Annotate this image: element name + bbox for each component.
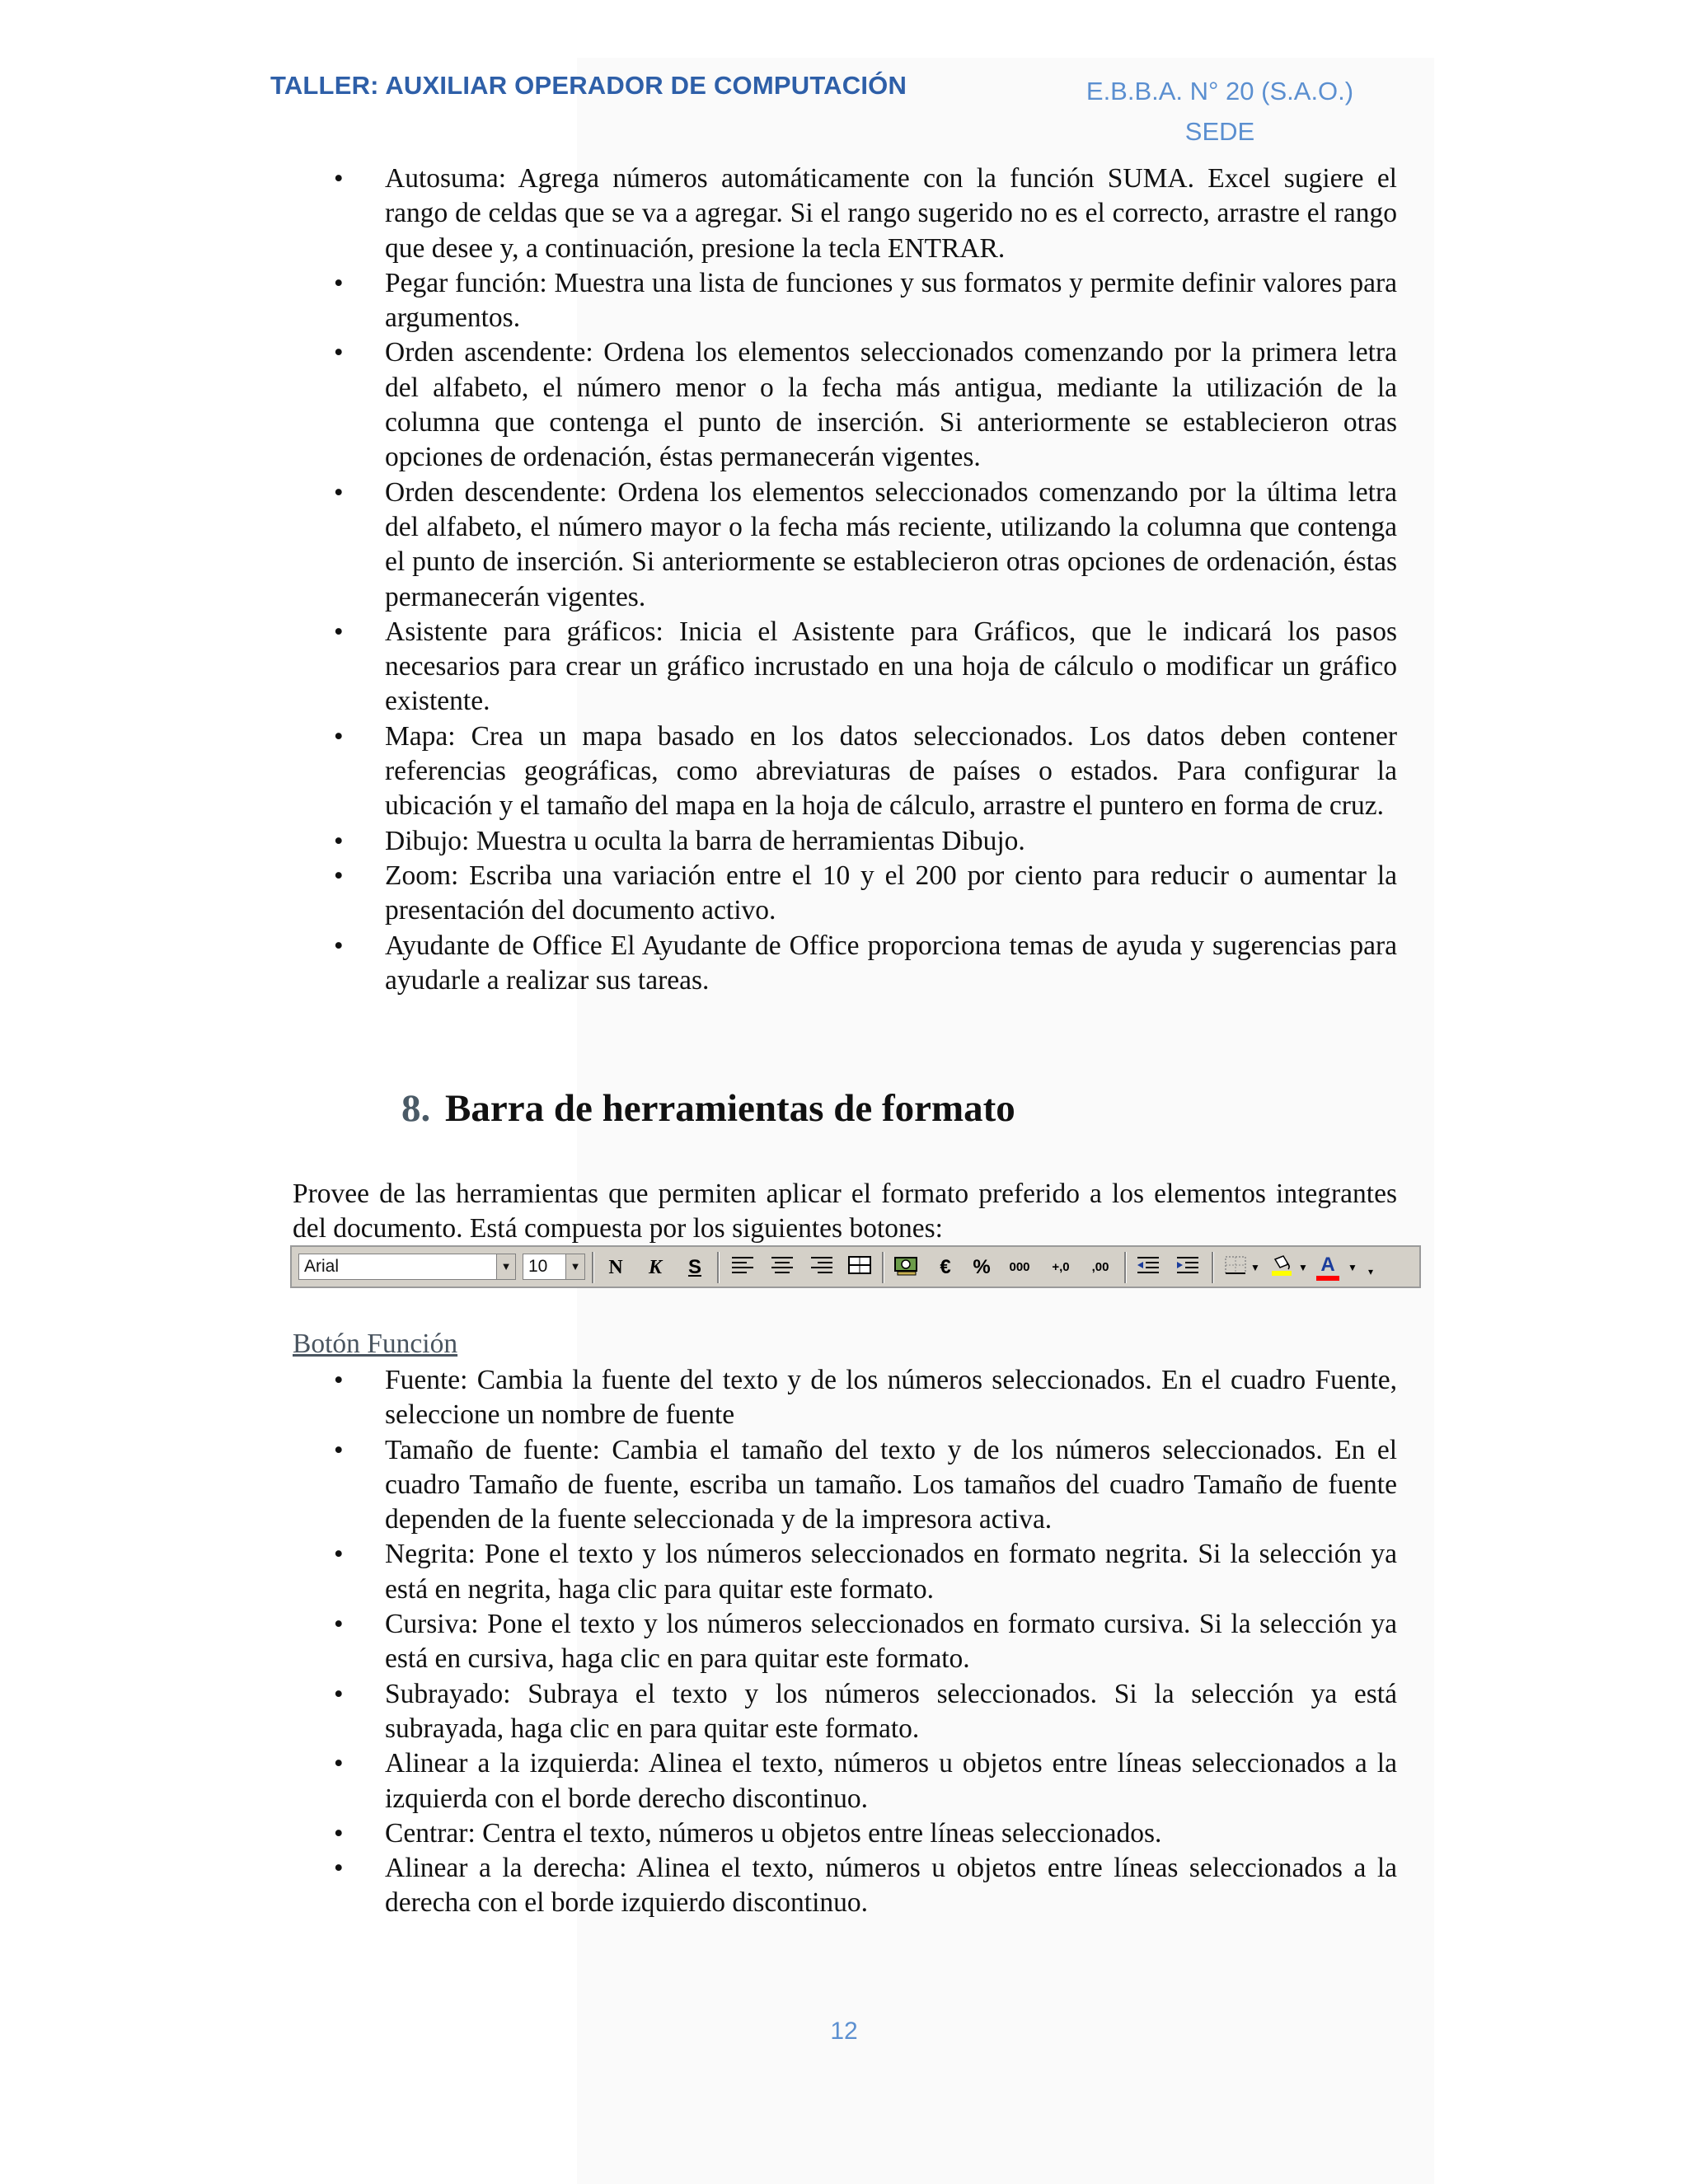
- boton-funcion-label: Botón Función: [293, 1329, 458, 1359]
- align-center-icon: [768, 1254, 796, 1281]
- decrease-indent-icon: [1134, 1254, 1162, 1281]
- merge-center-icon: [846, 1254, 874, 1281]
- list-item: • Ayudante de Office El Ayudante de Office proporciona temas de ayuda y sugerencias para ayudarle a realizar sus tareas.: [293, 929, 1397, 999]
- bottom-bullet-section: [293, 1363, 1397, 1921]
- font-color-glyph: A: [1320, 1254, 1335, 1276]
- list-item: • Orden ascendente: Ordena los elementos seleccionados comenzando por la primera letra del alfabeto, el número menor o la fecha más antigua, mediante la utilización de la columna que contenga el punto de inserción. Si anteriormente se establecieron otras opciones de ordenación, éstas permanecerán vigentes.: [293, 335, 1397, 475]
- page-header: [0, 66, 1688, 148]
- thousands-separator-icon: 000: [1009, 1260, 1030, 1274]
- currency-icon: [892, 1254, 920, 1281]
- header-course-title: TALLER: AUXILIAR OPERADOR DE COMPUTACIÓN: [270, 71, 907, 100]
- header-school: [1063, 71, 1376, 152]
- underline-icon: S: [687, 1256, 701, 1278]
- toolbar-options-icon: ▾: [1367, 1266, 1374, 1277]
- header-school-name: E.B.B.A. N° 20 (S.A.O.): [1085, 77, 1354, 105]
- list-item: • Subrayado: Subraya el texto y los números seleccionados. Si la selección ya está subrayada, haga clic en para quitar este formato.: [293, 1677, 1397, 1747]
- list-item: • Alinear a la derecha: Alinea el texto, números u objetos entre líneas seleccionados a la derecha con el borde izquierdo discontinuo.: [293, 1851, 1397, 1921]
- borders-icon: [1221, 1254, 1250, 1281]
- font-color-swatch: [1316, 1276, 1339, 1281]
- list-item: • Tamaño de fuente: Cambia el tamaño del texto y de los números seleccionados. En el cuadro Tamaño de fuente, escriba un tamaño. Los tamaños del cuadro Tamaño de fuente dependen de la fuente seleccionada y de la impresora activa.: [293, 1433, 1397, 1538]
- bold-icon: N: [608, 1257, 623, 1278]
- font-name-value: Arial: [304, 1257, 340, 1276]
- format-toolbar-image: [290, 1245, 1421, 1288]
- section-title: Barra de herramientas de formato: [445, 1087, 1015, 1130]
- chevron-down-icon: ▼: [565, 1254, 584, 1279]
- chevron-down-icon: ▼: [1348, 1262, 1357, 1273]
- align-right-icon: [808, 1254, 836, 1281]
- list-item: • Mapa: Crea un mapa basado en los datos seleccionados. Los datos deben contener referencias geográficas, como abreviaturas de países o estados. Para configurar la ubicación y el tamaño del mapa en la hoja de cálculo, arrastre el puntero en forma de cruz.: [293, 719, 1397, 824]
- list-item: • Dibujo: Muestra u oculta la barra de herramientas Dibujo.: [293, 824, 1397, 859]
- top-bullet-list: [293, 162, 1397, 998]
- section-number: 8.: [401, 1087, 431, 1130]
- chevron-down-icon: ▼: [1250, 1262, 1260, 1273]
- list-item: • Fuente: Cambia la fuente del texto y de los números seleccionados. En el cuadro Fuente, seleccione un nombre de fuente: [293, 1363, 1397, 1433]
- increase-decimal-icon: +,0: [1052, 1260, 1070, 1274]
- list-item: • Alinear a la izquierda: Alinea el texto, números u objetos entre líneas seleccionados a la izquierda con el borde derecho discontinuo.: [293, 1746, 1397, 1816]
- list-item: • Autosuma: Agrega números automáticamente con la función SUMA. Excel sugiere el rango de celdas que se va a agregar. Si el rango sugerido no es el correcto, arrastre el rango que desee y, a continuación, presione la tecla ENTRAR.: [293, 162, 1397, 266]
- italic-icon: K: [648, 1257, 662, 1278]
- euro-icon: €: [940, 1256, 951, 1278]
- font-size-value: 10: [528, 1257, 548, 1276]
- chevron-down-icon: ▼: [1298, 1262, 1308, 1273]
- bottom-bullet-list: [293, 1363, 1397, 1921]
- header-school-sede: SEDE: [1184, 117, 1255, 146]
- toolbar-separator: [1212, 1252, 1214, 1283]
- decrease-decimal-icon: ,00: [1091, 1260, 1109, 1274]
- fill-color-icon: [1268, 1254, 1296, 1281]
- toolbar-separator: [717, 1252, 720, 1283]
- align-left-icon: [729, 1254, 757, 1281]
- font-name-box: [298, 1254, 516, 1280]
- list-item: • Orden descendente: Ordena los elementos seleccionados comenzando por la última letra del alfabeto, el número mayor o la fecha más reciente, utilizando la columna que contenga el punto de inserción. Si anteriormente se establecieron otras opciones de ordenación, éstas permanecerán vigentes.: [293, 476, 1397, 615]
- page-number: 12: [830, 2018, 858, 2045]
- toolbar-separator: [882, 1252, 884, 1283]
- section-intro: Provee de las herramientas que permiten aplicar el formato preferido a los elementos integrantes del documento. Está compuesta por los siguientes botones:: [293, 1179, 1397, 1244]
- list-item: • Zoom: Escriba una variación entre el 10 y el 200 por ciento para reducir o aumentar la presentación del documento activo.: [293, 859, 1397, 929]
- list-item: • Cursiva: Pone el texto y los números seleccionados en formato cursiva. Si la selección ya está en cursiva, haga clic en para quitar este formato.: [293, 1607, 1397, 1677]
- toolbar-separator: [592, 1252, 594, 1283]
- list-item: • Centrar: Centra el texto, números u objetos entre líneas seleccionados.: [293, 1816, 1397, 1851]
- list-item: • Asistente para gráficos: Inicia el Asistente para Gráficos, que le indicará los pasos necesarios para crear un gráfico incrustado en una hoja de cálculo o modificar un gráfico existente.: [293, 615, 1397, 719]
- section-heading: [401, 1086, 1015, 1131]
- chevron-down-icon: ▼: [496, 1254, 515, 1279]
- increase-indent-icon: [1174, 1254, 1202, 1281]
- list-item: • Negrita: Pone el texto y los números seleccionados en formato negrita. Si la selección ya está en negrita, haga clic para quitar este formato.: [293, 1537, 1397, 1607]
- percent-icon: %: [973, 1256, 991, 1278]
- fill-color-swatch: [1272, 1271, 1292, 1276]
- toolbar-separator: [1124, 1252, 1127, 1283]
- list-item: • Pegar función: Muestra una lista de funciones y sus formatos y permite definir valores para argumentos.: [293, 266, 1397, 336]
- font-size-box: [523, 1254, 585, 1280]
- top-bullet-section: [293, 162, 1397, 998]
- font-color-icon: [1314, 1254, 1342, 1281]
